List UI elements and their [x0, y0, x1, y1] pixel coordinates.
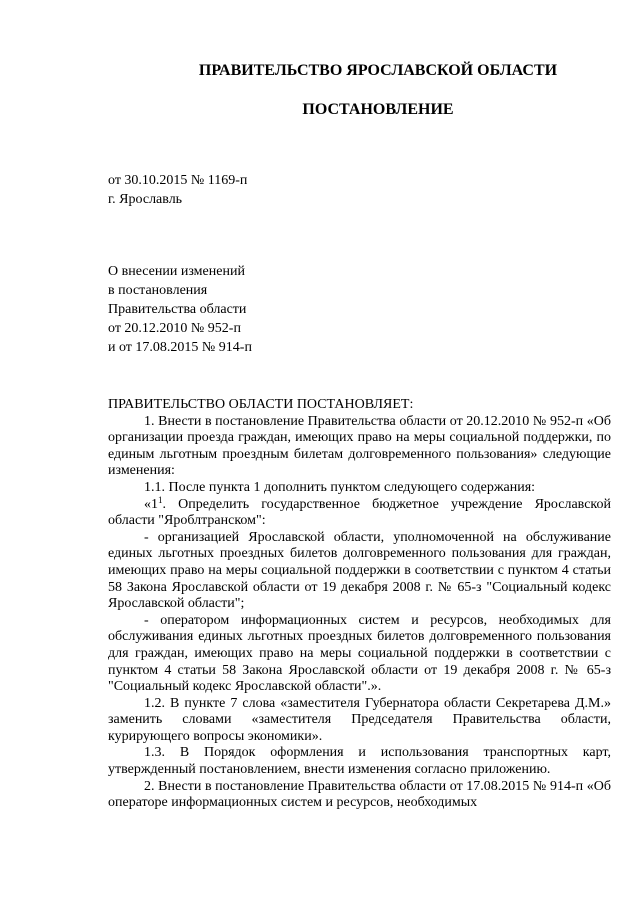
superscript: 1 — [158, 494, 163, 505]
subject-line: от 20.12.2010 № 952-п — [108, 321, 241, 336]
paragraph-1-3: 1.3. В Порядок оформления и использования транспортных карт, утвержденный постановлением, внести изменения согласно приложению. — [108, 745, 611, 778]
government-heading: ПРАВИТЕЛЬСТВО ЯРОСЛАВСКОЙ ОБЛАСТИ — [198, 62, 558, 79]
subject-line: О внесении изменений — [108, 264, 245, 279]
dash-item-2: - оператором информационных систем и ресурсов, необходимых для обслуживания единых льготных проездных билетов долговременного пользования для граждан, имеющих право на меры социальной поддержки в соответствии с пунктом 4 статьи 58 Закона Ярославской области от 19 декабря 2008 г. № 65-з "Социальный кодекс Ярославской области".». — [108, 612, 611, 695]
date-number: от 30.10.2015 № 1169-п — [108, 173, 248, 188]
subject-line: Правительства области — [108, 302, 247, 317]
city: г. Ярославль — [108, 192, 183, 207]
document-type-heading: ПОСТАНОВЛЕНИЕ — [302, 101, 454, 118]
subject-line: в постановления — [108, 283, 208, 298]
paragraph-2: 2. Внести в постановление Правительства области от 17.08.2015 № 914-п «Об операторе информационных систем и ресурсов, необходимых — [108, 778, 611, 811]
quote-rest: . Определить государственное бюджетное учреждение Ярославской области "Яроблтранском": — [108, 496, 611, 529]
quote-open: «1 — [144, 496, 158, 512]
paragraph-1-1-quote — [108, 494, 611, 530]
subject-line: и от 17.08.2015 № 914-п — [108, 340, 252, 355]
document-meta — [108, 171, 247, 209]
preamble: ПРАВИТЕЛЬСТВО ОБЛАСТИ ПОСТАНОВЛЯЕТ: — [108, 397, 414, 412]
paragraph-1: 1. Внести в постановление Правительства области от 20.12.2010 № 952-п «Об организации проезда граждан, имеющих право на меры социальной поддержки, по единым льготным проездным билетам долговременного пользования» следующие изменения: — [108, 413, 611, 479]
dash-item-1: - организацией Ярославской области, уполномоченной на обслуживание единых льготных проездных билетов долговременного пользования для граждан, имеющих право на меры социальной поддержки в соответствии с пунктом 4 статьи 58 Закона Ярославской области от 19 декабря 2008 г. № 65-з "Социальный кодекс Ярославской области"; — [108, 529, 611, 612]
paragraph-1-1: 1.1. После пункта 1 дополнить пунктом следующего содержания: — [144, 479, 536, 495]
document-subject — [108, 262, 252, 357]
document-body — [108, 397, 611, 812]
paragraph-1-2: 1.2. В пункте 7 слова «заместителя Губернатора области Секретарева Д.М.» заменить словами «заместителя Председателя Правительства области, курирующего вопросы экономики». — [108, 695, 611, 744]
